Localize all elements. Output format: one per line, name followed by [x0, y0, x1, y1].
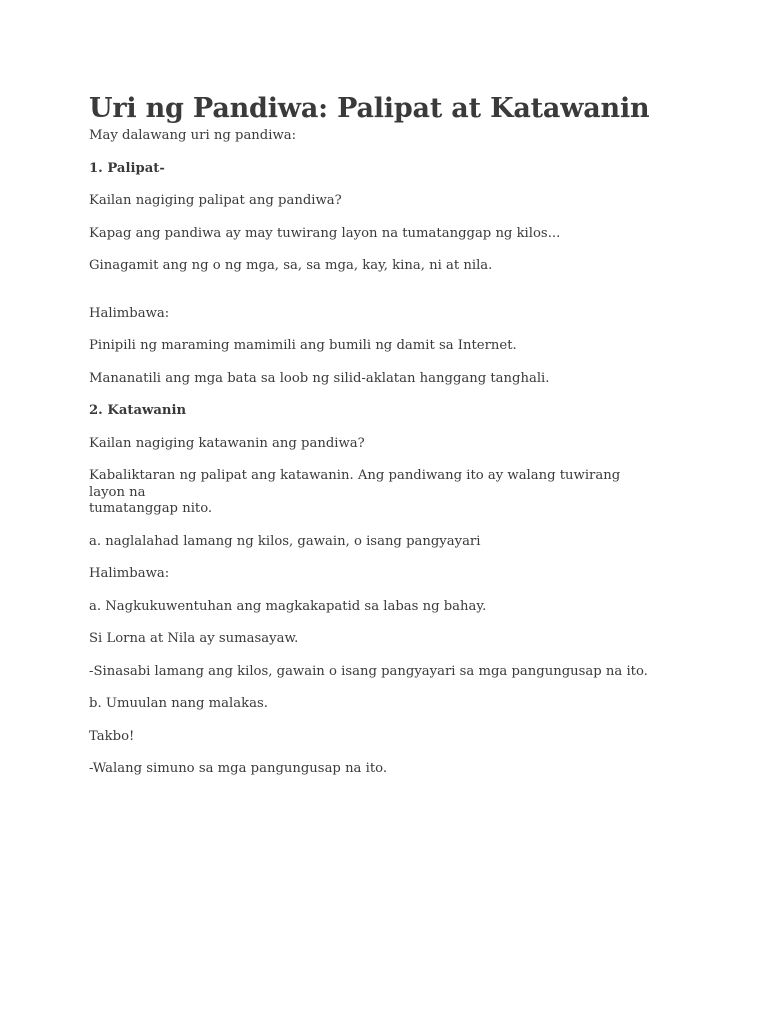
palipat-definition: Kapag ang pandiwa ay may tuwirang layon na tumatanggap ng kilos...: [89, 225, 561, 241]
document-title: Uri ng Pandiwa: Palipat at Katawanin: [89, 93, 650, 124]
document-body: [89, 90, 649, 778]
palipat-usage: Ginagamit ang ng o ng mga, sa, sa mga, kay, kina, ni at nila.: [89, 258, 493, 273]
katawanin-point-a: a. naglalahad lamang ng kilos, gawain, o isang pangyayari: [89, 533, 481, 549]
katawanin-question: Kailan nagiging katawanin ang pandiwa?: [89, 435, 365, 451]
section-heading-palipat: 1. Palipat-: [89, 160, 165, 176]
katawanin-example-label: Halimbawa:: [89, 566, 170, 581]
katawanin-note-b: -Walang simuno sa mga pangungusap na ito.: [89, 761, 388, 776]
katawanin-example-a-2: Si Lorna at Nila ay sumasayaw.: [89, 631, 299, 646]
section-heading-katawanin: 2. Katawanin: [89, 403, 187, 418]
katawanin-example-b: b. Umuulan nang malakas.: [89, 696, 268, 711]
katawanin-example-b-2: Takbo!: [89, 728, 135, 744]
palipat-question: Kailan nagiging palipat ang pandiwa?: [89, 193, 342, 208]
palipat-example-label: Halimbawa:: [89, 305, 170, 321]
katawanin-definition-line-1: Kabaliktaran ng palipat ang katawanin. Ang pandiwang ito ay walang tuwirang layon na: [89, 468, 621, 500]
katawanin-example-a: a. Nagkukuwentuhan ang magkakapatid sa labas ng bahay.: [89, 598, 487, 614]
katawanin-definition-line-2: tumatanggap nito.: [89, 501, 213, 516]
katawanin-note-a: -Sinasabi lamang ang kilos, gawain o isang pangyayari sa mga pangungusap na ito.: [89, 663, 648, 679]
palipat-example-1: Pinipili ng maraming mamimili ang bumili ng damit sa Internet.: [89, 338, 517, 353]
intro-text: May dalawang uri ng pandiwa:: [89, 128, 297, 143]
palipat-example-2: Mananatili ang mga bata sa loob ng silid-aklatan hanggang tanghali.: [89, 370, 550, 386]
